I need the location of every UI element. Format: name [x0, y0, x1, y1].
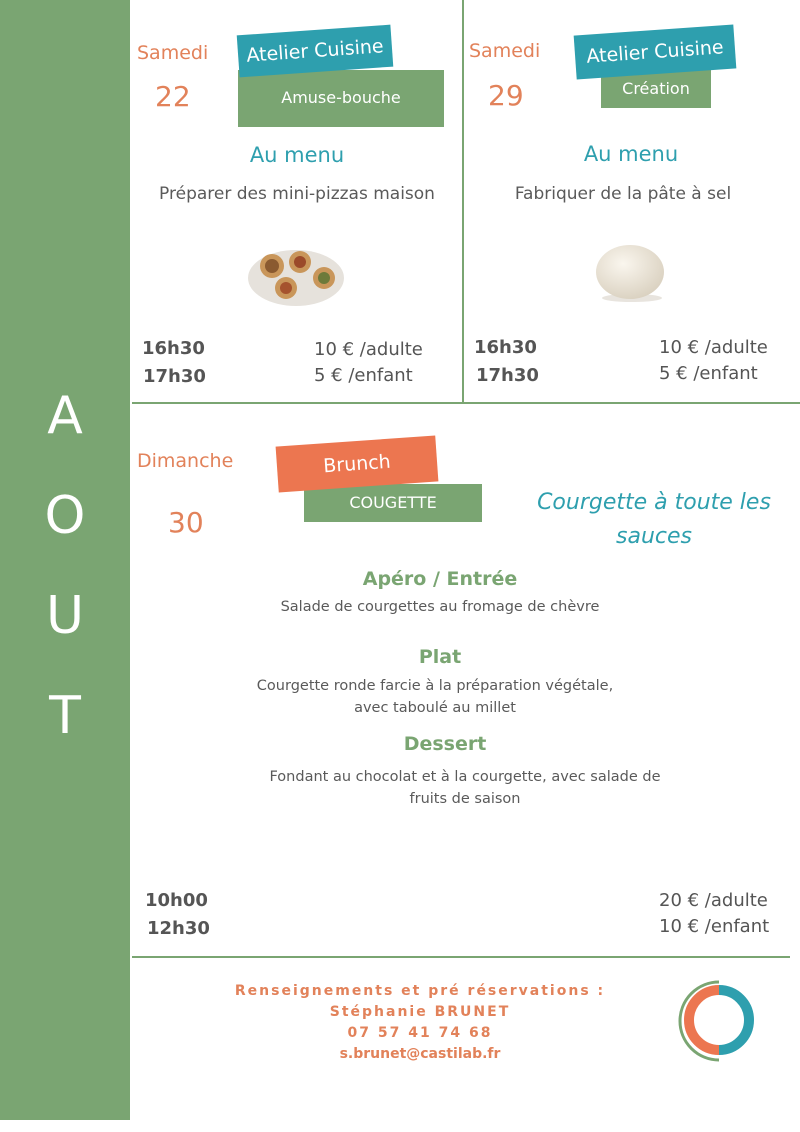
contact-name: Stéphanie BRUNET: [329, 1004, 511, 1020]
course-starter-description: [190, 596, 690, 618]
event2-price-child: 5 € /enfant: [659, 363, 758, 384]
brunch-tagline: [524, 486, 784, 554]
contact-phone[interactable]: 07 57 41 74 68: [347, 1025, 493, 1041]
event1-price-adult: 10 € /adulte: [314, 339, 423, 360]
brunch-tagline-line1: Courgette à toute les: [537, 490, 771, 515]
course-starter-line: Salade de courgettes au fromage de chèvre: [280, 599, 600, 615]
castilab-logo: [676, 976, 762, 1066]
brunch-price-adult: 20 € /adulte: [659, 890, 768, 911]
event2-price-adult: 10 € /adulte: [659, 337, 768, 358]
section-divider-bottom: [132, 956, 790, 958]
brunch-time-start: 10h00: [145, 890, 208, 911]
course-dessert-line: fruits de saison: [409, 791, 521, 807]
brunch-tagline-line2: sauces: [616, 524, 692, 549]
brunch-time-end: 12h30: [147, 918, 210, 939]
month-letter-o: O: [44, 486, 86, 546]
course-dessert-line: Fondant au chocolat et à la courgette, avec salade de: [269, 769, 661, 785]
event2-category-tag: Atelier Cuisine: [574, 24, 737, 79]
event1-menu-description: Préparer des mini-pizzas maison: [159, 184, 435, 204]
event2-menu-description: Fabriquer de la pâte à sel: [514, 184, 732, 204]
brunch-price-child: 10 € /enfant: [659, 916, 770, 937]
month-letter-t: T: [49, 686, 81, 746]
month-sidebar: [0, 0, 130, 1120]
course-main-line: Courgette ronde farcie à la préparation végétale,: [256, 678, 614, 694]
event2-subtitle-tag: Création: [601, 70, 711, 108]
mini-pizzas-image: [246, 244, 346, 308]
event2-day-label: Samedi: [469, 40, 541, 62]
event1-time-start: 16h30: [142, 338, 205, 359]
brunch-category-tag: Brunch: [276, 435, 439, 492]
event1-subtitle-tag: Amuse-bouche: [238, 70, 444, 127]
brunch-day-label: Dimanche: [137, 450, 234, 472]
event1-day-label: Samedi: [137, 42, 209, 64]
event1-time-end: 17h30: [143, 366, 206, 387]
month-letter-u: U: [45, 586, 85, 646]
contact-email[interactable]: s.brunet@castilab.fr: [339, 1046, 501, 1062]
event2-time-end: 17h30: [476, 365, 539, 386]
month-letter-a: A: [47, 386, 83, 446]
brunch-subtitle-tag: COUGETTE: [304, 484, 482, 522]
course-main-description: [185, 675, 685, 719]
contact-heading: Renseignements et pré réservations :: [234, 983, 606, 999]
event1-price-child: 5 € /enfant: [314, 365, 413, 386]
event2-menu-title: Au menu: [583, 142, 679, 166]
event2-time-start: 16h30: [474, 337, 537, 358]
course-main-title: Plat: [418, 646, 462, 668]
course-starter-title: Apéro / Entrée: [362, 568, 518, 590]
event1-day-number: 22: [155, 80, 191, 113]
event2-day-number: 29: [488, 79, 524, 112]
brunch-day-number: 30: [168, 506, 204, 539]
salt-dough-image: [592, 240, 668, 304]
course-dessert-description: [215, 766, 715, 810]
course-dessert-title: Dessert: [403, 733, 487, 755]
course-main-line: avec taboulé au millet: [354, 700, 516, 716]
event1-category-tag: Atelier Cuisine: [237, 25, 394, 78]
section-divider-top: [132, 402, 800, 404]
event1-menu-title: Au menu: [249, 143, 345, 167]
